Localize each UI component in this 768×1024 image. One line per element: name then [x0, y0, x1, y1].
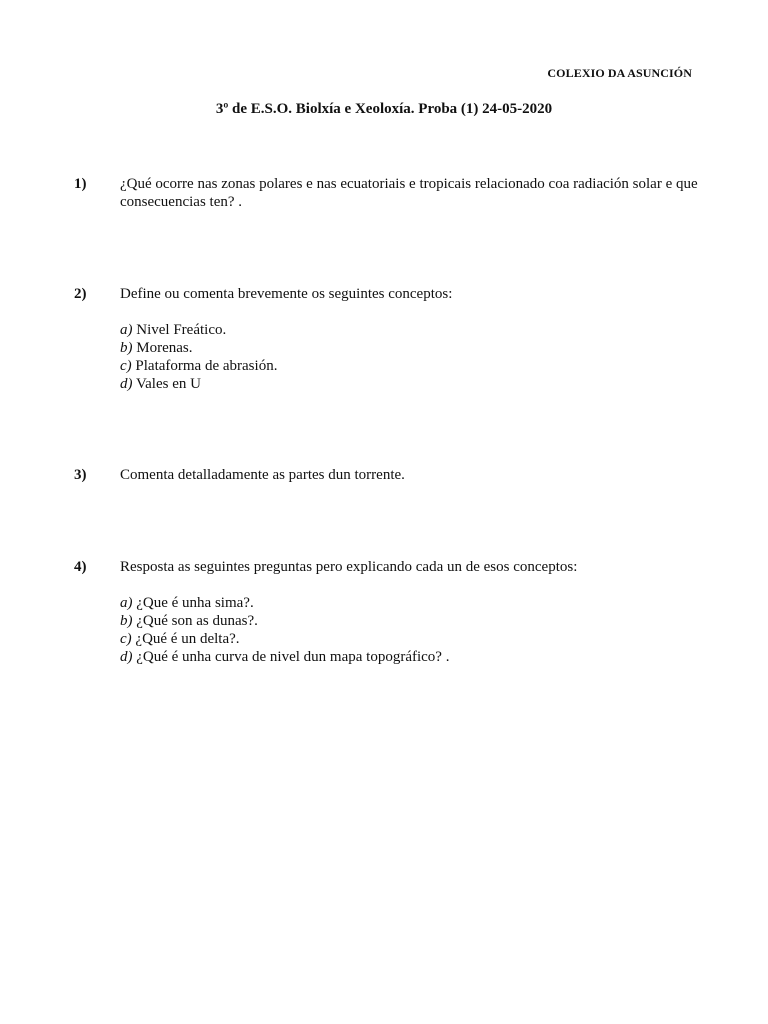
item-letter: c)	[120, 631, 132, 647]
question-4	[74, 558, 698, 666]
list-item	[120, 594, 698, 612]
question-text: Comenta detalladamente as partes dun torrente.	[120, 467, 405, 483]
question-number: 1)	[74, 176, 87, 192]
item-text: Plataforma de abrasión.	[131, 358, 278, 374]
list-item	[120, 375, 698, 393]
item-text: ¿Qué é un delta?.	[131, 631, 240, 647]
question-text: Resposta as seguintes preguntas pero explicando cada un de esos conceptos:	[120, 559, 578, 575]
question-number: 2)	[74, 286, 87, 302]
question-number: 3)	[74, 467, 87, 483]
item-letter: a)	[120, 595, 133, 611]
question-1	[74, 175, 698, 211]
item-text: Vales en U	[132, 376, 201, 392]
item-text: ¿Qué é unha curva de nivel dun mapa topográfico? .	[132, 649, 450, 665]
exam-title: 3º de E.S.O. Biolxía e Xeoloxía. Proba (1) 24-05-2020	[215, 101, 553, 117]
list-item	[120, 648, 698, 666]
item-text: ¿Que é unha sima?.	[132, 595, 254, 611]
item-text: Morenas.	[132, 340, 193, 356]
question-number: 4)	[74, 559, 87, 575]
school-name: COLEXIO DA ASUNCIÓN	[547, 66, 692, 80]
question-3	[74, 466, 698, 484]
question-2	[74, 285, 698, 393]
item-letter: d)	[120, 376, 133, 392]
item-text: Nivel Freático.	[132, 322, 227, 338]
item-letter: d)	[120, 649, 133, 665]
item-letter: b)	[120, 613, 133, 629]
list-item	[120, 321, 698, 339]
list-item	[120, 630, 698, 648]
list-item	[120, 612, 698, 630]
question-list	[120, 594, 698, 666]
question-text: Define ou comenta brevemente os seguintes conceptos:	[120, 286, 453, 302]
item-letter: a)	[120, 322, 133, 338]
item-letter: c)	[120, 358, 132, 374]
question-text: ¿Qué ocorre nas zonas polares e nas ecuatoriais e tropicais relacionado coa radiación solar e que consecuencias ten? .	[120, 176, 698, 210]
list-item	[120, 339, 698, 357]
item-text: ¿Qué son as dunas?.	[132, 613, 258, 629]
item-letter: b)	[120, 340, 133, 356]
list-item	[120, 357, 698, 375]
concept-list	[120, 321, 698, 393]
